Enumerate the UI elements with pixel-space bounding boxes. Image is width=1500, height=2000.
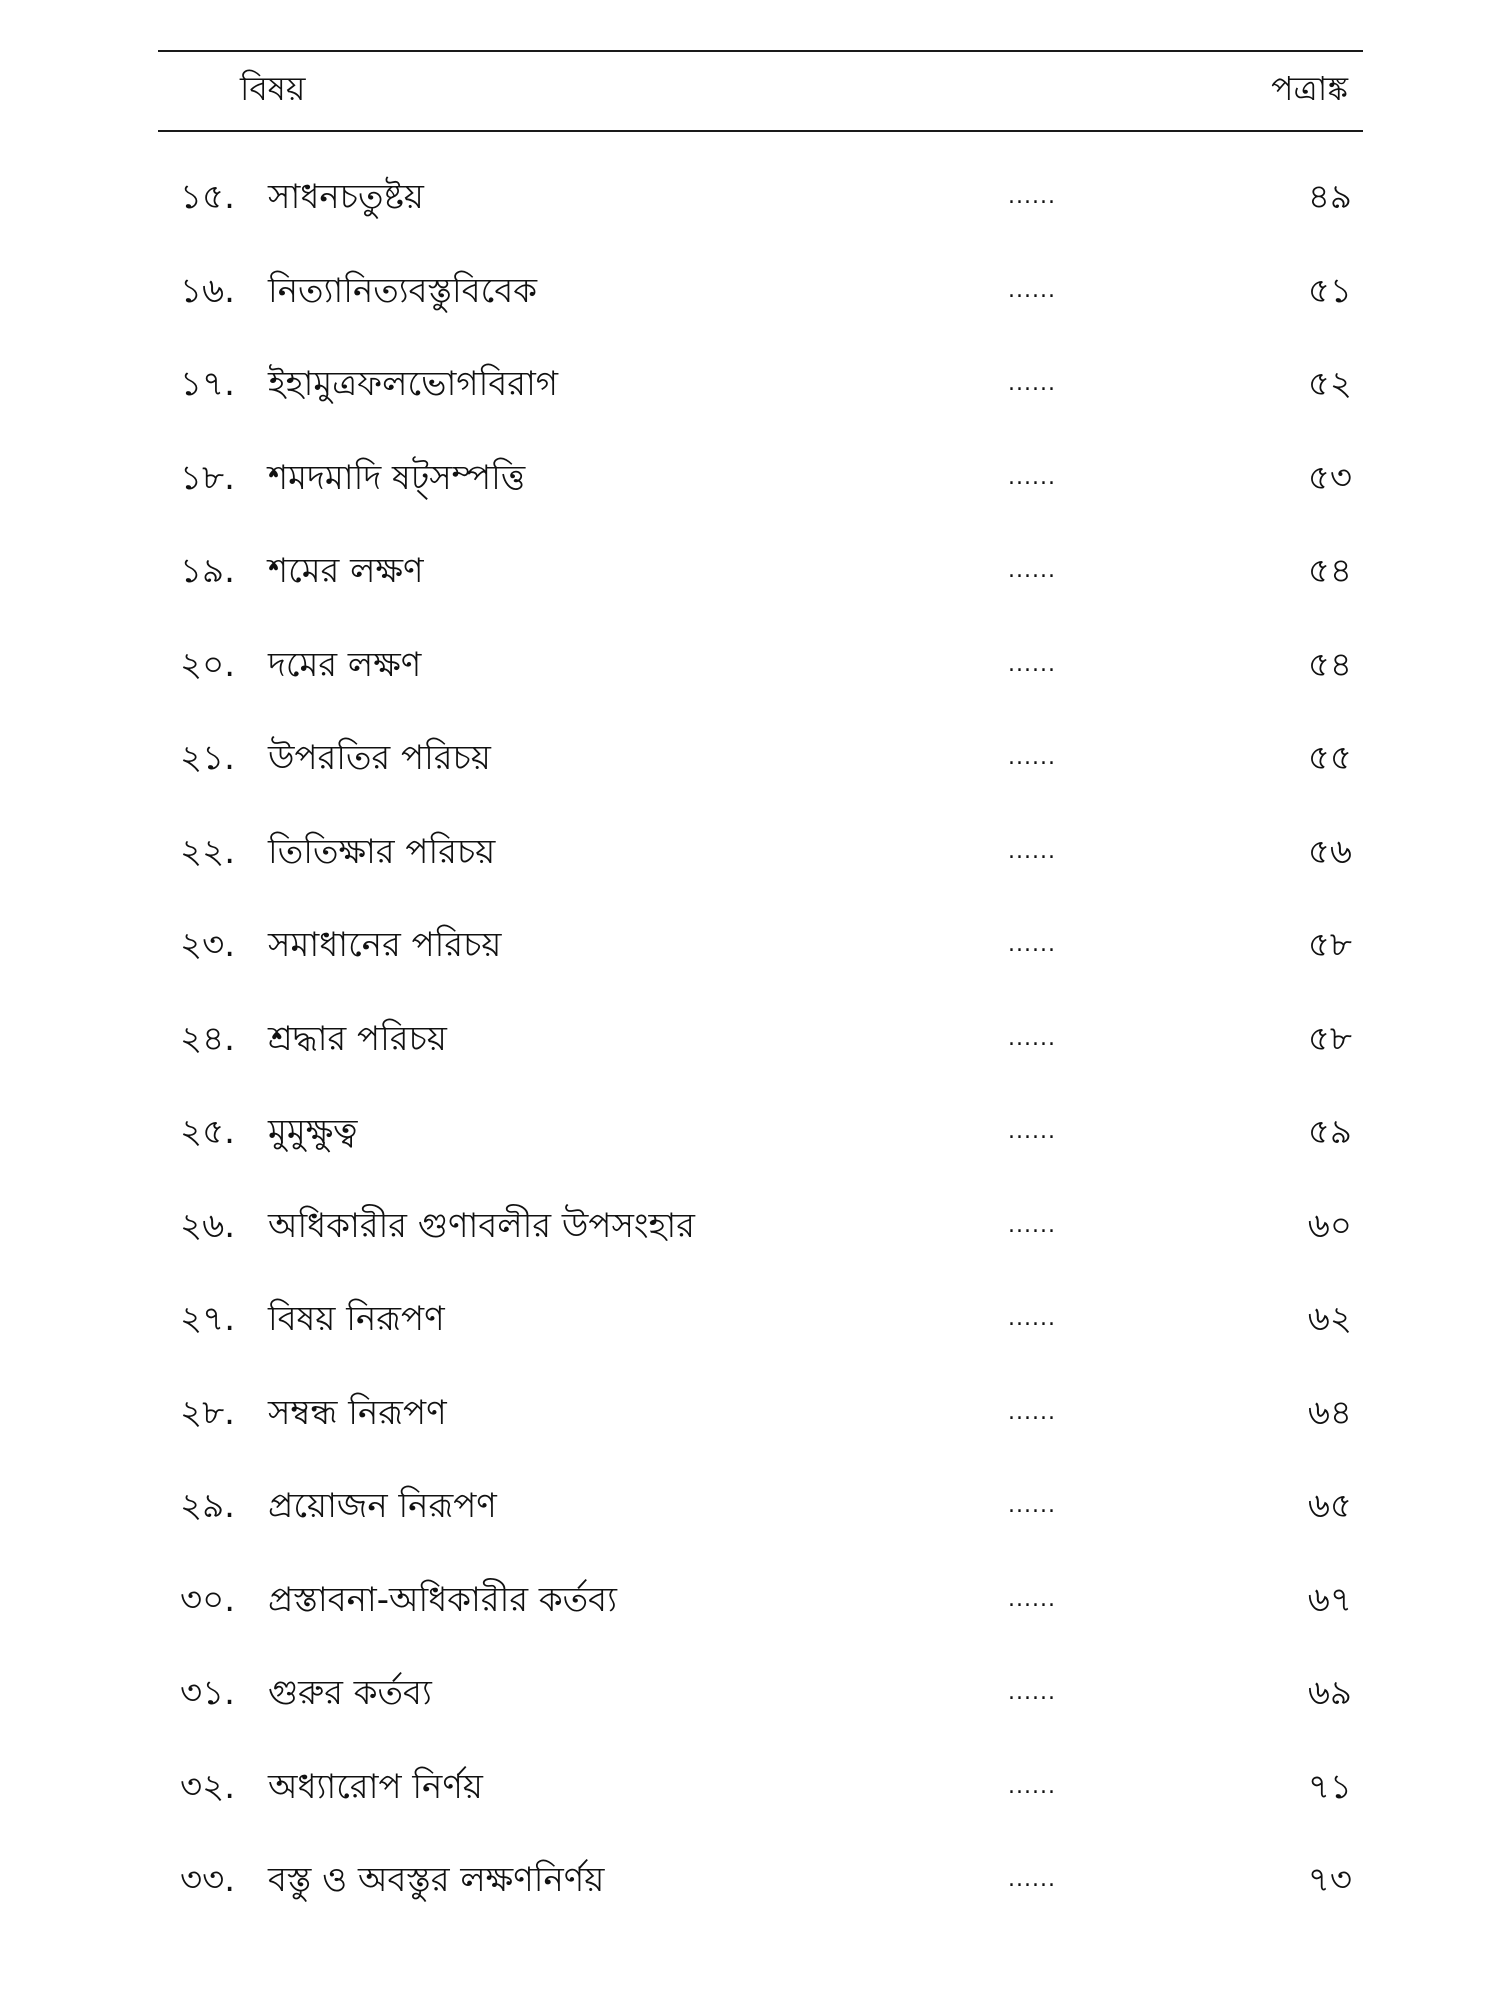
toc-entry: [0, 1388, 1500, 1438]
toc-entry: [0, 359, 1500, 409]
entry-number: ৩৩.: [180, 1860, 236, 1900]
entry-page-number: ৬৯: [1307, 1673, 1352, 1713]
entry-page-number: ৫১: [1307, 270, 1352, 311]
entry-title: অধ্যারোপ নির্ণয়: [268, 1766, 483, 1807]
entry-number: ৩১.: [180, 1673, 235, 1713]
leader-dots: ......: [1008, 745, 1056, 770]
entry-title: নিত্যানিত্যবস্তুবিবেক: [268, 270, 538, 311]
leader-dots: ......: [1008, 1399, 1056, 1425]
entry-page-number: ৬৭: [1307, 1579, 1352, 1620]
entry-page-number: ৫৬: [1307, 831, 1352, 872]
entry-title: শ্রদ্ধার পরিচয়: [268, 1018, 447, 1059]
entry-number: ২৯.: [180, 1486, 235, 1526]
entry-title: সমাধানের পরিচয়: [268, 925, 502, 965]
leader-dots: ......: [1008, 651, 1056, 677]
leader-dots: ......: [1008, 1680, 1056, 1705]
leader-dots: ......: [1008, 464, 1056, 490]
entry-number: ২৭.: [180, 1299, 236, 1339]
entry-number: ২১.: [180, 738, 235, 778]
toc-entry: [0, 1201, 1500, 1251]
leader-dots: ......: [1008, 1773, 1056, 1799]
entry-page-number: ৬৫: [1307, 1486, 1352, 1526]
entry-page-number: ৫৩: [1307, 457, 1352, 498]
entry-title: শমদমাদি ষট্‌সম্পত্তি: [268, 457, 526, 498]
entry-page-number: ৫৯: [1307, 1112, 1352, 1152]
entry-number: ১৫.: [180, 177, 235, 217]
toc-entry: [0, 1481, 1500, 1531]
leader-dots: ......: [1008, 1119, 1056, 1144]
toc-entry: [0, 827, 1500, 877]
leader-dots: ......: [1008, 371, 1056, 396]
entry-title: ইহামুত্রফলভোগবিরাগ: [268, 364, 559, 404]
toc-entry: [0, 1855, 1500, 1905]
entry-number: ২২.: [180, 831, 236, 872]
subject-column-header: বিষয়: [240, 69, 306, 108]
entry-number: ২৬.: [180, 1205, 236, 1246]
entry-number: ১৬.: [180, 270, 235, 311]
entry-page-number: ৫৪: [1307, 644, 1352, 685]
entry-page-number: ৫৮: [1307, 925, 1352, 965]
entry-number: ৩০.: [180, 1579, 236, 1620]
entry-title: উপরতির পরিচয়: [268, 738, 491, 778]
toc-entry: [0, 640, 1500, 690]
entry-page-number: ৭১: [1307, 1766, 1352, 1807]
leader-dots: ......: [1008, 1306, 1056, 1331]
toc-entry: [0, 1762, 1500, 1812]
leader-dots: ......: [1008, 1493, 1056, 1518]
entry-title: মুমুক্ষুত্ব: [268, 1112, 358, 1152]
entry-page-number: ৫২: [1307, 364, 1352, 404]
toc-entry: [0, 1294, 1500, 1344]
toc-entry: [0, 172, 1500, 222]
entry-page-number: ৫৪: [1307, 551, 1352, 591]
leader-dots: ......: [1008, 184, 1056, 209]
leader-dots: ......: [1008, 1025, 1056, 1051]
toc-entry: [0, 1668, 1500, 1718]
toc-entry: [0, 453, 1500, 503]
entry-number: ২৩.: [180, 925, 236, 965]
toc-entry: [0, 1014, 1500, 1064]
entry-title: সম্বন্ধ নিরূপণ: [268, 1392, 447, 1433]
leader-dots: ......: [1008, 932, 1056, 957]
leader-dots: ......: [1008, 838, 1056, 864]
toc-entry: [0, 920, 1500, 970]
entry-title: অধিকারীর গুণাবলীর উপসংহার: [268, 1205, 695, 1246]
entry-page-number: ৬২: [1307, 1299, 1352, 1339]
entry-number: ২০.: [180, 644, 236, 685]
leader-dots: ......: [1008, 1212, 1056, 1238]
leader-dots: ......: [1008, 558, 1056, 583]
entry-number: ২৪.: [180, 1018, 235, 1059]
entry-number: ১৭.: [180, 364, 235, 404]
entry-title: তিতিক্ষার পরিচয়: [268, 831, 496, 872]
entry-page-number: ৪৯: [1307, 177, 1352, 217]
toc-entry: [0, 266, 1500, 316]
entry-title: গুরুর কর্তব্য: [268, 1673, 432, 1713]
entry-title: প্রয়োজন নিরূপণ: [268, 1486, 497, 1526]
entry-page-number: ৫৫: [1307, 738, 1352, 778]
entry-number: ১৮.: [180, 457, 235, 498]
entry-page-number: ৫৮: [1307, 1018, 1352, 1059]
entry-number: ৩২.: [180, 1766, 236, 1807]
page-column-header: পত্রাঙ্ক: [1271, 69, 1348, 108]
entry-title: প্রস্তাবনা-অধিকারীর কর্তব্য: [268, 1579, 617, 1620]
entry-title: বিষয় নিরূপণ: [268, 1299, 445, 1339]
toc-entry: [0, 733, 1500, 783]
leader-dots: ......: [1008, 1586, 1056, 1612]
entry-page-number: ৬৪: [1307, 1392, 1352, 1433]
leader-dots: ......: [1008, 277, 1056, 303]
entry-page-number: ৭৩: [1307, 1860, 1352, 1900]
toc-entry: [0, 1575, 1500, 1625]
entry-title: বস্তু ও অবস্তুর লক্ষণনির্ণয়: [268, 1860, 605, 1900]
entry-title: সাধনচতুষ্টয়: [268, 177, 424, 217]
leader-dots: ......: [1008, 1867, 1056, 1892]
entry-title: দমের লক্ষণ: [268, 644, 422, 685]
toc-entry: [0, 546, 1500, 596]
entry-page-number: ৬০: [1307, 1205, 1352, 1246]
entry-number: ২৮.: [180, 1392, 235, 1433]
entry-number: ২৫.: [180, 1112, 235, 1152]
toc-entry: [0, 1107, 1500, 1157]
entry-title: শমের লক্ষণ: [268, 551, 424, 591]
entry-number: ১৯.: [180, 551, 235, 591]
